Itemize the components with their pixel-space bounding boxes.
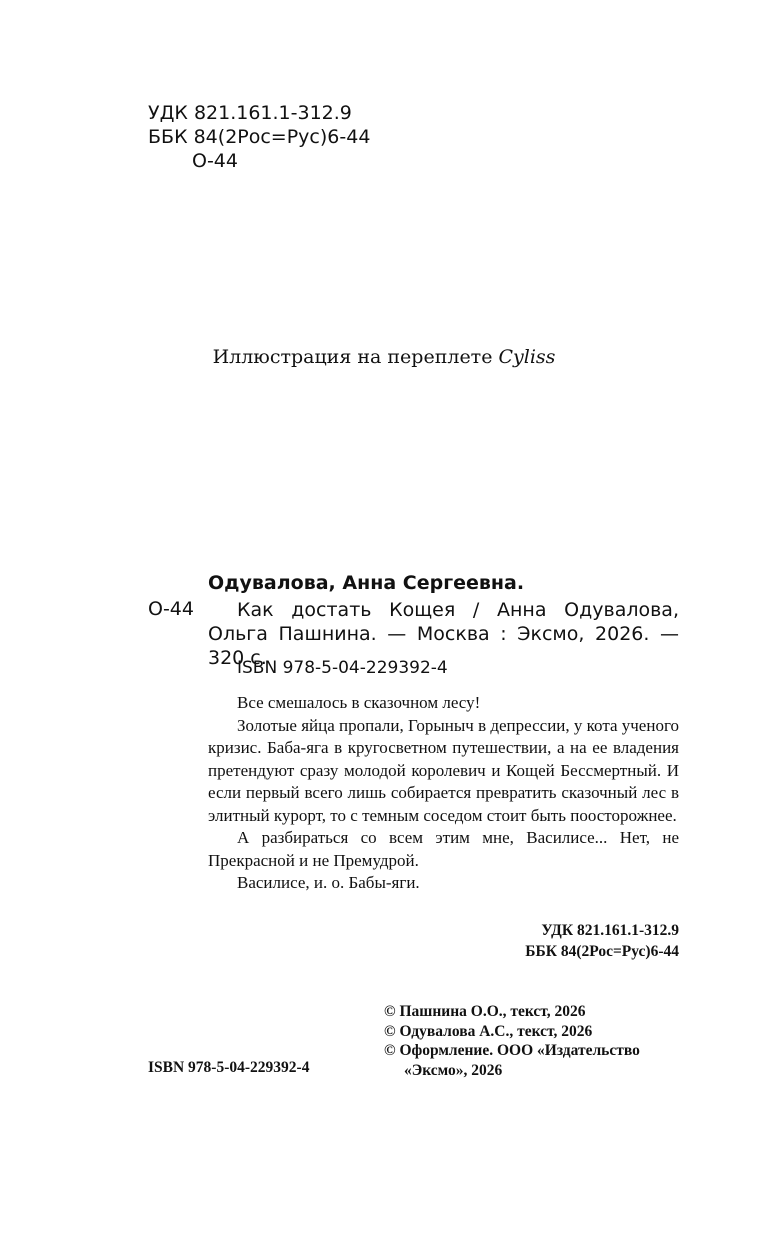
annotation-paragraph: Золотые яйца пропали, Горыныч в депрессии, у кота ученого кризис. Баба-яга в кругосветном путешествии, а на ее владения претендуют сразу молодой королевич и Кощей Бессмертный. И если первый всего лишь собирается превратить сказочный лес в элитный курорт, то с темным соседом стоит быть поосторожнее. xyxy=(208,715,679,825)
catalog-codes-block xyxy=(148,101,370,173)
illustration-label: Иллюстрация на переплете xyxy=(212,346,493,368)
copyright-line: © Пашнина О.О., текст, 2026 xyxy=(384,1003,586,1020)
author-mark-inline: О-44 xyxy=(148,598,194,620)
illustration-credit xyxy=(0,346,768,368)
illustration-artist: Cyliss xyxy=(498,346,556,368)
bbk-code: ББК 84(2Рос=Рус)6-44 xyxy=(148,126,371,148)
author-mark: О-44 xyxy=(192,150,238,172)
annotation-paragraph: А разбираться со всем этим мне, Василисе... Нет, не Прекрасной и не Премудрой. xyxy=(208,828,679,870)
isbn-bottom: ISBN 978-5-04-229392-4 xyxy=(148,1059,310,1076)
annotation xyxy=(208,692,679,895)
bibliographic-title: Как достать Кощея / Анна Одувалова, Ольга Пашнина. — Москва : Эксмо, 2026. — 320 с. xyxy=(208,599,679,669)
copyright-line: © Оформление. ООО «Издательство «Эксмо», 2026 xyxy=(384,1042,640,1079)
annotation-paragraph: Василисе, и. о. Бабы-яги. xyxy=(237,873,420,892)
copyright-block xyxy=(384,1002,679,1080)
isbn-line: ISBN 978-5-04-229392-4 xyxy=(237,658,448,678)
udk-code-bottom: УДК 821.161.1-312.9 xyxy=(541,922,679,939)
classification-codes xyxy=(525,920,679,962)
udk-code: УДК 821.161.1-312.9 xyxy=(148,102,352,124)
copyright-line: © Одувалова А.С., текст, 2026 xyxy=(384,1022,593,1040)
bbk-code-bottom: ББК 84(2Рос=Рус)6-44 xyxy=(525,943,679,960)
annotation-paragraph: Все смешалось в сказочном лесу! xyxy=(237,693,481,712)
author-heading: Одувалова, Анна Сергеевна. xyxy=(208,572,525,594)
